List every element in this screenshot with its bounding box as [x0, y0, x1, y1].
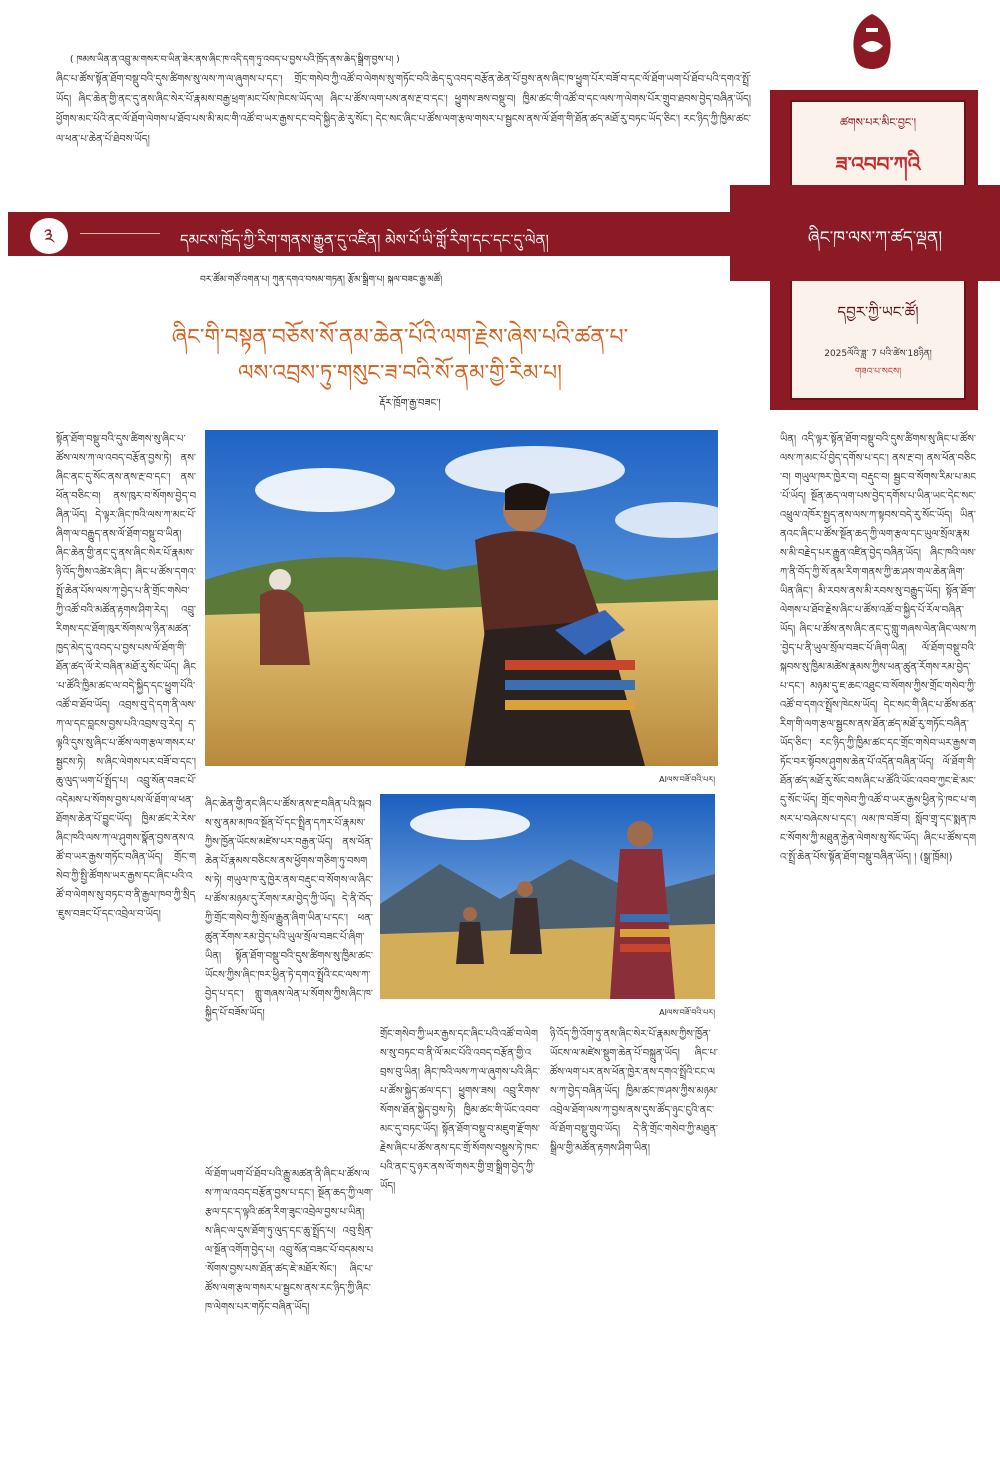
- headline-line2: ལས་འབྲས་ཏུ་གསུང་ཟ་བའི་སོ་ནམ་གྱི་རིམ་པ།: [238, 361, 562, 386]
- editor-note: ( ཁམས་ཡིན་ན་འབྲུ་མ་གསར་བ་ཡིན་ཟེར་ནས་ཞིང་ཁ་འདི་དག་ཏུ་འབད་པ་བྱས་པའི་ཁྲོད་ནས་ཆེད་སྒྲིག་བྱས་པ། ): [70, 55, 400, 65]
- issue-date: 2025ལོའི་ཟླ་ 7 པའི་ཚེས་18ཉིན།: [824, 349, 932, 359]
- column-badge: [28, 216, 70, 256]
- body-column-right: ཡིན། འདི་ལྟར་སྟོན་ཐོག་བསྡུ་བའི་དུས་ཚིགས་སུ་ཞིང་པ་ཚོས་ལས་ཀ་མང་པོ་བྱེད་དགོས་པ་དང་། ནས་རྔ་བ། ནས་ཕོན་བཅིང་བ། གཡུལ་ཁར་ཁྱེར་བ། བརྡུང་བ། སྦྱང་བ་སོགས་རིམ་པ་མང་པོ་ཡོད། སྔོན་ཆད་ལག་པས་བྱེད་དགོས་པ་ཡིན་ཡང་དེང་སང་འཕྲུལ་འཁོར་སྤྱད་ནས་ལས་ཀ་སྟབས་བདེ་རུ་སོང་ཡོད། ཡིན་ནའང་ཞིང་པ་ཚོས་སྔོན་ཆད་ཀྱི་ལག་རྩལ་དང་ཡུལ་སྲོལ་རྣམས་མི་བརྗེད་པར་རྒྱུན་འཛིན་བྱེད་བཞིན་ཡོད། ཞིང་ཁའི་ལས་ཀ་ནི་བོད་ཀྱི་སོ་ནམ་རིག་གནས་ཀྱི་ཆ་ཤས་གལ་ཆེན་ཞིག་ཡིན་ཞིང་། མི་རབས་ནས་མི་རབས་སུ་བརྒྱུད་ཡོད། སྟོན་ཐོག་ལེགས་པ་ཐོབ་རྗེས་ཞིང་པ་ཚོས་འཚོ་བ་སྐྱིད་པོ་རོལ་བཞིན་ཡོད། ཞིང་པ་ཚོས་ནས་ཞིང་ནང་དུ་གླུ་གཞས་ལེན་ཞིང་ལས་ཀ་བྱེད་པ་ནི་ཡུལ་སྲོལ་བཟང་པོ་ཞིག་ཡིན། ལོ་ཐོག་བསྡུ་བའི་སྐབས་སུ་ཁྱིམ་མཚེས་རྣམས་ཀྱིས་ཕན་ཚུན་རོགས་རམ་བྱེད་པ་དང་། མཉམ་དུ་ཇ་ཆང་འཐུང་བ་སོགས་ཀྱིས་གྲོང་གསེབ་ཀྱི་འཚོ་བ་དགའ་སྤྲོས་ཁེངས་ཡོད། དེང་སང་གི་ཞིང་པ་ཚོས་ཚན་རིག་གི་ལག་རྩལ་སྦྱངས་ནས་ཐོན་ཚད་མཐོ་རུ་གཏོང་བཞིན་ཡོད་ཅིང་། རང་ཉིད་ཀྱི་ཁྱིམ་ཚང་དང་གྲོང་གསེབ་ཡར་རྒྱས་གཏོང་བར་སྟོབས་ཤུགས་ཆེན་པོ་འདོན་བཞིན་ཡོད། ལོ་ཐོག་གི་ཐོན་ཚད་མཐོ་རུ་སོང་བས་ཞིང་པ་ཚོའི་ཡོང་འབབ་ཀྱང་ཇེ་མང་དུ་སོང་ཡོད། གྲོང་གསེབ་ཀྱི་འཚོ་བ་ཡར་རྒྱས་ཕྱིན་ཏེ་ཁང་པ་གསར་པ་བཞེངས་པ་དང་། ལམ་ཁ་བཟོ་བ། སློབ་གྲྭ་དང་སྨན་ཁང་སོགས་ཀྱི་མཐུན་རྐྱེན་ལེགས་སུ་སོང་ཡོད། ཞིང་པ་ཚོས་དགའ་སྤྲོ་ཆེན་པོས་སྟོན་ཐོག་བསྡུ་བཞིན་ཡོད། ། (སྒྲ་ཁྲོམ།): [780, 434, 976, 863]
- body-column-2a: ཞིང་ཆེན་གྱི་ནང་ཞིང་པ་ཚོས་ནས་རྔ་བཞིན་པའི་སྐབས་སུ་ནམ་མཁའ་སྔོན་པོ་དང་སྤྲིན་དཀར་པོ་རྣམས་ཀྱིས་ཁྱོན་ཡོངས་མཛེས་པར་བརྒྱན་ཡོད། ནས་ཕོན་ཆེན་པོ་རྣམས་བཅིངས་ནས་ཕྱོགས་གཅིག་ཏུ་བསགས་ཏེ། གཡུལ་ཁ་རུ་ཁྱེར་ནས་བརྡུང་བ་སོགས་ལ་ཞིང་པ་ཚོས་མཉམ་དུ་རོགས་རམ་བྱེད་ཀྱི་ཡོད། དེ་ནི་བོད་ཀྱི་གྲོང་གསེབ་ཀྱི་སྲོལ་རྒྱུན་ཞིག་ཡིན་པ་དང་། ཕན་ཚུན་རོགས་རམ་བྱེད་པའི་ཡུལ་སྲོལ་བཟང་པོ་ཞིག་ཡིན། སྟོན་ཐོག་བསྡུ་བའི་དུས་ཚིགས་སུ་ཁྱིམ་ཚང་ཡོངས་ཀྱིས་ཞིང་ཁར་ཕྱིན་ཏེ་དགའ་སྤྲོའི་ངང་ལས་ཀ་བྱེད་པ་དང་། གླུ་གཞས་ལེན་པ་སོགས་ཀྱིས་ཞིང་ཁ་སྐྱིད་པོ་བཟོས་ཡོད།: [205, 799, 373, 1019]
- lead-paragraph: ཞིང་པ་ཚོས་སྟོན་ཐོག་བསྡུ་བའི་དུས་ཚིགས་སུ་ལས་ཀ་ལ་ཞུགས་པ་དང་། གྲོང་གསེབ་ཀྱི་འཚོ་བ་ལེགས་སུ་གཏོང་བའི་ཆེད་དུ་འབད་བརྩོན་ཆེན་པོ་བྱས་ནས་ཞིང་ཁ་ཕྱུག་པོར་བཟོ་བ་དང་ལོ་ཐོག་ཡག་པོ་ཐོབ་པའི་དགའ་སྤྲོ་ཡོད། ཞིང་ཆེན་གྱི་ནང་དུ་ནས་ཞིང་སེར་པོ་རྣམས་བརྒྱ་ཕྲག་མང་པོས་ཁེངས་ཡོད་ལ། ཞིང་པ་ཚོས་ལག་པས་ནས་རྔ་བ་དང་། ཕྱུགས་ཟས་བསྡུ་བ། ཁྱིམ་ཚང་གི་འཚོ་བ་དང་ལས་ཀ་ལེགས་པོར་གྲུབ་ཐབས་བྱེད་བཞིན་ཡོད། ཕྱོགས་མང་པོའི་ནང་ལོ་ཐོག་ལེགས་པ་ཐོབ་པས་མི་མང་གི་འཚོ་བ་ཡར་རྒྱས་དང་བདེ་སྐྱིད་ཆེ་རུ་སོང་། དེང་སང་ཞིང་པ་ཚོས་ལག་རྩལ་གསར་པ་སྦྱངས་ནས་ལོ་ཐོག་གི་ཐོན་ཚད་མཐོ་རུ་བཏང་ཡོད་ཅིང་། རང་ཉིད་ཀྱི་ཁྱིམ་ཚང་ལ་ཕན་པ་ཆེན་པོ་ཐེབས་ཡོད།: [56, 74, 751, 145]
- column-badge-number: ༣: [43, 224, 55, 248]
- column-title: དམངས་ཁྲོད་ཀྱི་རིག་གནས་རྒྱུན་དུ་འཛིན། མེས་པོ་ཡི་གློ་རིག་དང་དང་དུ་ལེན།: [180, 231, 549, 249]
- photo-credit-2: AIལས་བཟོ་བའི་པར།: [659, 1008, 715, 1017]
- body-column-3: གྲོང་གསེབ་ཀྱི་ཡར་རྒྱས་དང་ཞིང་པའི་འཚོ་བ་ལེགས་སུ་བཏང་བ་ནི་ལོ་མང་པོའི་འབད་བརྩོན་གྱི་འབྲས་བུ་ཡིན། ཞིང་ཁའི་ལས་ཀ་ལ་ཞུགས་པའི་ཞིང་པ་ཚོས་སྐྱེད་ཚལ་དང་། ཕྱུགས་ཟས། འབྲུ་རིགས་སོགས་ཐོན་སྐྱེད་བྱས་ཏེ། ཁྱིམ་ཚང་གི་ཡོང་འབབ་མང་དུ་བཏང་ཡོད། སྟོན་ཐོག་བསྡུ་བ་མཇུག་རྫོགས་རྗེས་ཞིང་པ་ཚོས་ནས་དང་གྲོ་སོགས་བསྡུས་ཏེ་ཁང་པའི་ནང་དུ་ཉར་ནས་ལོ་གསར་གྱི་གྲ་སྒྲིག་བྱེད་ཀྱི་ཡོད།: [380, 1029, 540, 1192]
- body-column-1: སྟོན་ཐོག་བསྡུ་བའི་དུས་ཚིགས་སུ་ཞིང་པ་ཚོས་ལས་ཀ་ལ་འབད་བརྩོན་བྱས་ཏེ། ནས་ཞིང་ནང་དུ་སོང་ནས་ནས་རྔ་བ་དང་། ནས་ཕོན་བཅིང་བ། ནས་ཁུར་བ་སོགས་བྱེད་བཞིན་ཡོད། དེ་ལྟར་ཞིང་ཁའི་ལས་ཀ་མང་པོ་ཞིག་ལ་བརྒྱུད་ནས་ལོ་ཐོག་བསྡུ་བ་ཡིན། ཞིང་ཆེན་གྱི་ནང་དུ་ནས་ཞིང་སེར་པོ་རྣམས་ཉི་འོད་ཀྱིས་འཚེར་ཞིང་། ཞིང་པ་ཚོས་དགའ་སྤྲོ་ཆེན་པོས་ལས་ཀ་བྱེད་པ་ནི་གྲོང་གསེབ་ཀྱི་འཚོ་བའི་མཚོན་རྟགས་ཤིག་རེད། འབྲུ་རིགས་དང་ཐོག་ཁུར་སོགས་ལ་ཉིན་མཚན་ཁྱད་མེད་དུ་འབད་པ་བྱས་པས་ལོ་ཐོག་གི་ཐོན་ཚད་ལོ་རེ་བཞིན་མཐོ་རུ་སོང་ཡོད། ཞིང་པ་ཚོའི་ཁྱིམ་ཚང་ལ་བདེ་སྐྱིད་དང་ཕྱུག་པོའི་འཚོ་བ་ཐོབ་ཡོད། འབྲས་བུ་དེ་དག་ནི་ལས་ཀ་ལ་དང་བླངས་བྱས་པའི་འབྲས་བུ་རེད། ད་ལྟའི་དུས་སུ་ཞིང་པ་ཚོས་ལག་རྩལ་གསར་པ་སྦྱངས་ཏེ། ས་ཞིང་ལེགས་པར་བཟོ་བ་དང་། ཆུ་ལུད་ཡག་པོ་སྤྲོད་པ། འབྲུ་སོན་བཟང་པོ་འདེམས་པ་སོགས་བྱས་པས་ལོ་ཐོག་ལ་ཕན་ཐོགས་ཆེན་པོ་བྱུང་ཡོད། ཁྱིམ་ཚང་རེ་རེས་ཞིང་ཁའི་ལས་ཀ་ལ་ཤུགས་སྣོན་བྱས་ནས་འཚོ་བ་ཡར་རྒྱས་གཏོང་བཞིན་ཡོད། གྲོང་གསེབ་ཀྱི་སྤྱི་ཚོགས་ཡར་རྒྱས་དང་ཞིང་པའི་འཚོ་བ་ལེགས་སུ་བཏང་བ་ནི་རྒྱལ་ཁབ་ཀྱི་སྲིད་ཇུས་བཟང་པོ་དང་འབྲེལ་བ་ཡོད།: [56, 434, 196, 920]
- headline-line1: ཞིང་གི་བསྟན་བཅོས་སོ་ནམ་ཆེན་པོའི་ལག་རྗེས་ཞེས་པའི་ཚན་པ་: [171, 325, 629, 350]
- photo-credit-1: AIལས་བཟོ་བའི་པར།: [659, 775, 715, 784]
- harvest-photo-small: [380, 794, 715, 999]
- author: རྡོར་ཁྲོག་རྒྱ་བཟང་།: [379, 398, 441, 409]
- masthead-logo: [846, 12, 898, 78]
- byline-meta: བར་ཚོམ་གཙོ་འགན་པ། ཀུན་དགའ་བསམ་གཏན། རྩོམ་སྒྲིག་པ། སྐལ་བཟང་རྒྱ་མཚོ།: [200, 275, 443, 285]
- body-column-4: ཉི་འོད་ཀྱི་འོག་ཏུ་ནས་ཞིང་སེར་པོ་རྣམས་ཀྱིས་ཁྱོན་ཡོངས་ལ་མཛེས་སྡུག་ཆེན་པོ་བསྐྲུན་ཡོད། ཞིང་པ་ཚོས་ལག་པར་ནས་ཕོན་ཁྱེར་ནས་དགའ་སྤྲོའི་ངང་ལས་ཀ་བྱེད་བཞིན་ཡོད། ཁྱིམ་ཚང་ཁ་ཤས་ཀྱིས་མཉམ་འབྲེལ་ཐོག་ལས་ཀ་བྱས་ནས་དུས་ཚོད་ཉུང་ངུའི་ནང་ལོ་ཐོག་བསྡུ་གྲུབ་ཡོད། དེ་ནི་གྲོང་གསེབ་ཀྱི་མཐུན་སྒྲིལ་གྱི་མཚོན་རྟགས་ཤིག་ཡིན།: [550, 1029, 718, 1154]
- section-label: ཞིང་ཁ་ལས་ཀ་ཚད་ལྡན།: [807, 228, 943, 248]
- column-bar-rule: [80, 233, 160, 234]
- issue-number: གཟའ་པ་སངས།: [854, 367, 902, 377]
- paper-name: ཟ་འབབ་ཀའི: [835, 152, 921, 176]
- body-column-2b: ལོ་ཐོག་ཡག་པོ་ཐོབ་པའི་རྒྱུ་མཚན་ནི་ཞིང་པ་ཚོས་ལས་ཀ་ལ་འབད་བརྩོན་བྱས་པ་དང་། སྔོན་ཆད་ཀྱི་ལག་རྩལ་དང་ད་ལྟའི་ཚན་རིག་ཟུང་འབྲེལ་བྱས་པ་ཡིན། ས་ཞིང་ལ་དུས་ཐོག་ཏུ་ལུད་དང་ཆུ་སྤྲོད་པ། འབུ་སྲིན་ལ་སྔོན་འགོག་བྱེད་པ། འབྲུ་སོན་བཟང་པོ་བདམས་པ་སོགས་བྱས་པས་ཐོན་ཚད་ཇེ་མཐོར་སོང་། ཞིང་པ་ཚོས་ལག་རྩལ་གསར་པ་སྦྱངས་ནས་རང་ཉིད་ཀྱི་ཞིང་ཁ་ལེགས་པར་གཏོང་བཞིན་ཡོད།: [205, 1169, 373, 1313]
- masthead-top-line: ཚགས་པར་མིང་བྱང་།: [839, 116, 917, 129]
- issue-word: དབྱར་ཀྱི་ཡང་ཚོ།: [837, 303, 919, 321]
- harvest-photo-large: [205, 430, 718, 766]
